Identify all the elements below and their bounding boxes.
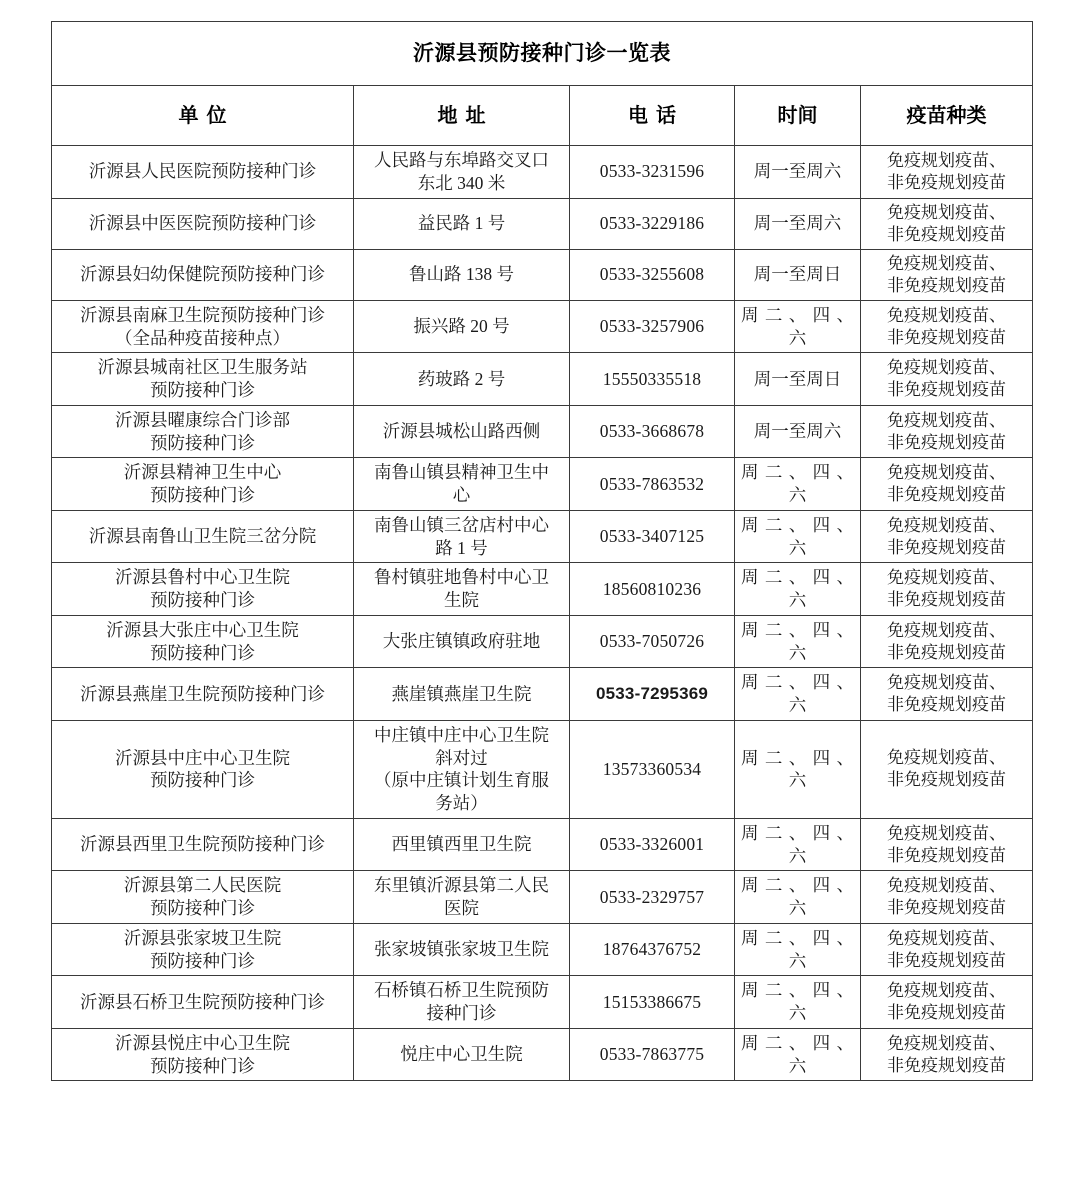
time-line-1: 周二、四、 [741, 514, 854, 535]
cell-vaccine-types [861, 871, 1033, 924]
table-row [52, 668, 1033, 721]
cell-unit [52, 249, 354, 300]
cell-vaccine-types [861, 615, 1033, 668]
vaccine-line: 非免疫规划疫苗 [887, 590, 1007, 610]
cell-time [735, 615, 861, 668]
time-line-1: 周二、四、 [741, 822, 854, 843]
time-line-1: 周二、四、 [741, 747, 854, 768]
cell-phone: 0533-7050726 [570, 615, 735, 668]
vaccine-line: 非免疫规划疫苗 [887, 1055, 1007, 1075]
cell-unit [52, 146, 354, 199]
cell-address [354, 818, 570, 871]
cell-address [354, 871, 570, 924]
cell-phone: 0533-7863532 [570, 458, 735, 511]
unit-line: 沂源县妇幼保健院预防接种门诊 [80, 264, 325, 285]
vaccine-line: 免疫规划疫苗、 [887, 410, 1007, 430]
cell-vaccine-types [861, 1028, 1033, 1081]
cell-vaccine-types [861, 976, 1033, 1029]
cell-time: 周一至周六 [735, 146, 861, 199]
time-line-2: 六 [788, 1003, 807, 1024]
address-line: 中庄镇中庄中心卫生院 [374, 724, 549, 745]
vaccine-line: 非免疫规划疫苗 [887, 327, 1007, 347]
vaccine-line: 免疫规划疫苗、 [887, 358, 1007, 378]
time-line-2: 六 [788, 845, 807, 866]
address-line: 鲁山路 138 号 [409, 264, 514, 285]
vaccine-line: 免疫规划疫苗、 [887, 928, 1007, 948]
cell-unit [52, 871, 354, 924]
time-line-1: 周二、四、 [741, 1032, 854, 1053]
vaccine-line: 免疫规划疫苗、 [887, 673, 1007, 693]
cell-time [735, 923, 861, 976]
address-line: 张家坡镇张家坡卫生院 [374, 939, 549, 960]
cell-phone: 18764376752 [570, 923, 735, 976]
cell-address [354, 198, 570, 249]
cell-unit [52, 563, 354, 616]
cell-time [735, 668, 861, 721]
address-line: 斜对过 [435, 747, 488, 768]
address-line: 鲁村镇驻地鲁村中心卫 [374, 567, 549, 588]
column-header-label: 单位 [178, 104, 235, 127]
cell-address [354, 249, 570, 300]
address-line: 大张庄镇镇政府驻地 [382, 631, 541, 652]
time-line-1: 周二、四、 [741, 304, 854, 325]
vaccine-line: 免疫规划疫苗、 [887, 876, 1007, 896]
time-value [739, 461, 856, 507]
cell-vaccine-types [861, 458, 1033, 511]
column-header-time [735, 86, 861, 146]
time-line-2: 六 [788, 1055, 807, 1076]
table-row [52, 923, 1033, 976]
vaccine-line: 免疫规划疫苗、 [887, 568, 1007, 588]
unit-line: 沂源县大张庄中心卫生院 [106, 619, 299, 640]
unit-line: 沂源县精神卫生中心 [123, 462, 282, 483]
vaccine-line: 免疫规划疫苗、 [887, 305, 1007, 325]
vaccine-line: 非免疫规划疫苗 [887, 845, 1007, 865]
cell-address [354, 923, 570, 976]
cell-address [354, 615, 570, 668]
cell-time: 周一至周六 [735, 405, 861, 458]
vaccine-line: 非免疫规划疫苗 [887, 432, 1007, 452]
time-value [739, 822, 856, 868]
vaccine-line: 免疫规划疫苗、 [887, 620, 1007, 640]
vaccine-line: 免疫规划疫苗、 [887, 150, 1007, 170]
cell-time [735, 818, 861, 871]
address-line: 石桥镇石桥卫生院预防 [374, 980, 549, 1001]
cell-unit [52, 510, 354, 563]
column-header-label: 地址 [437, 104, 494, 127]
vaccine-line: 免疫规划疫苗、 [887, 253, 1007, 273]
column-header-label: 时间 [777, 104, 818, 127]
vaccine-line: 非免疫规划疫苗 [887, 1003, 1007, 1023]
vaccine-line: 免疫规划疫苗、 [887, 981, 1007, 1001]
cell-vaccine-types [861, 249, 1033, 300]
cell-phone: 15153386675 [570, 976, 735, 1029]
cell-phone: 13573360534 [570, 720, 735, 818]
unit-line: 沂源县石桥卫生院预防接种门诊 [80, 991, 325, 1012]
cell-unit [52, 405, 354, 458]
unit-line: 沂源县南麻卫生院预防接种门诊 [80, 304, 325, 325]
address-line: （原中庄镇计划生育服 [374, 770, 549, 791]
unit-line: 沂源县西里卫生院预防接种门诊 [80, 834, 325, 855]
table-header-row [52, 86, 1033, 146]
time-line-1: 周二、四、 [741, 927, 854, 948]
vaccine-line: 非免疫规划疫苗 [887, 950, 1007, 970]
vaccine-line: 非免疫规划疫苗 [887, 275, 1007, 295]
cell-unit [52, 1028, 354, 1081]
cell-phone: 15550335518 [570, 353, 735, 406]
time-line-1: 周二、四、 [741, 672, 854, 693]
time-value [739, 874, 856, 920]
address-line: 路 1 号 [435, 537, 488, 558]
unit-line: 沂源县悦庄中心卫生院 [115, 1032, 290, 1053]
vaccine-line: 免疫规划疫苗、 [887, 823, 1007, 843]
cell-phone: 0533-3255608 [570, 249, 735, 300]
cell-time [735, 1028, 861, 1081]
cell-phone: 0533-3229186 [570, 198, 735, 249]
vaccine-line: 非免疫规划疫苗 [887, 380, 1007, 400]
unit-line: 沂源县第二人民医院 [123, 875, 282, 896]
cell-phone: 0533-7863775 [570, 1028, 735, 1081]
time-line-1: 周二、四、 [741, 619, 854, 640]
time-line-1: 周二、四、 [741, 567, 854, 588]
vaccine-line: 免疫规划疫苗、 [887, 1033, 1007, 1053]
cell-unit [52, 976, 354, 1029]
unit-line: 沂源县南鲁山卫生院三岔分院 [88, 526, 317, 547]
address-line: 益民路 1 号 [417, 213, 506, 234]
cell-address [354, 976, 570, 1029]
cell-time: 周一至周六 [735, 198, 861, 249]
vaccine-line: 免疫规划疫苗、 [887, 515, 1007, 535]
address-line: 务站） [435, 793, 488, 814]
cell-unit [52, 458, 354, 511]
cell-phone: 18560810236 [570, 563, 735, 616]
address-line: 生院 [444, 590, 479, 611]
time-value [739, 927, 856, 973]
time-value [739, 979, 856, 1025]
unit-line: 预防接种门诊 [150, 898, 255, 919]
cell-time [735, 720, 861, 818]
time-value [739, 1032, 856, 1078]
cell-phone: 0533-3326001 [570, 818, 735, 871]
address-line: 东北 340 米 [417, 172, 506, 193]
time-line-2: 六 [788, 485, 807, 506]
table-title-row [52, 22, 1033, 86]
unit-line: 预防接种门诊 [150, 590, 255, 611]
cell-unit [52, 923, 354, 976]
address-line: 接种门诊 [426, 1003, 497, 1024]
time-line-2: 六 [788, 898, 807, 919]
cell-phone: 0533-3231596 [570, 146, 735, 199]
column-header-label: 电话 [628, 104, 684, 127]
address-line: 人民路与东埠路交叉口 [374, 150, 549, 170]
table-row [52, 249, 1033, 300]
unit-line: 沂源县鲁村中心卫生院 [115, 567, 290, 588]
table-row [52, 300, 1033, 353]
cell-time [735, 300, 861, 353]
address-line: 心 [452, 485, 471, 506]
cell-vaccine-types [861, 146, 1033, 199]
table-row [52, 353, 1033, 406]
unit-line: 沂源县燕崖卫生院预防接种门诊 [80, 683, 325, 704]
vaccination-clinic-table [51, 21, 1033, 1081]
cell-vaccine-types [861, 818, 1033, 871]
address-line: 燕崖镇燕崖卫生院 [391, 683, 532, 704]
time-line-2: 六 [788, 642, 807, 663]
cell-unit [52, 300, 354, 353]
vaccine-line: 非免疫规划疫苗 [887, 485, 1007, 505]
vaccine-line: 非免疫规划疫苗 [887, 898, 1007, 918]
table-row [52, 563, 1033, 616]
unit-line: 预防接种门诊 [150, 770, 255, 791]
document-title: 沂源县预防接种门诊一览表 [52, 22, 1033, 86]
table-row [52, 615, 1033, 668]
cell-vaccine-types [861, 668, 1033, 721]
time-value [739, 304, 856, 350]
time-line-2: 六 [788, 770, 807, 791]
cell-unit [52, 818, 354, 871]
vaccine-line: 非免疫规划疫苗 [887, 695, 1007, 715]
vaccine-line: 非免疫规划疫苗 [887, 224, 1007, 244]
cell-time [735, 976, 861, 1029]
address-line: 药玻路 2 号 [417, 368, 506, 389]
time-line-1: 周二、四、 [741, 875, 854, 896]
address-line: 西里镇西里卫生院 [391, 834, 532, 855]
table-row [52, 198, 1033, 249]
time-line-2: 六 [788, 590, 807, 611]
cell-vaccine-types [861, 923, 1033, 976]
time-value [739, 619, 856, 665]
unit-line: 沂源县人民医院预防接种门诊 [88, 161, 317, 182]
cell-address [354, 405, 570, 458]
vaccine-line: 免疫规划疫苗、 [887, 463, 1007, 483]
cell-phone: 0533-3407125 [570, 510, 735, 563]
cell-address [354, 1028, 570, 1081]
unit-line: 预防接种门诊 [150, 950, 255, 971]
cell-address [354, 300, 570, 353]
time-value [739, 671, 856, 717]
cell-unit [52, 720, 354, 818]
column-header-addr [354, 86, 570, 146]
address-line: 南鲁山镇县精神卫生中 [374, 462, 549, 483]
vaccine-line: 非免疫规划疫苗 [887, 642, 1007, 662]
unit-line: 沂源县城南社区卫生服务站 [97, 357, 308, 378]
cell-time [735, 458, 861, 511]
cell-address [354, 563, 570, 616]
cell-vaccine-types [861, 405, 1033, 458]
address-line: 医院 [444, 898, 479, 919]
time-value [739, 747, 856, 793]
table-row [52, 720, 1033, 818]
column-header-vax [861, 86, 1033, 146]
column-header-label: 疫苗种类 [906, 104, 987, 127]
table-row [52, 1028, 1033, 1081]
cell-vaccine-types [861, 720, 1033, 818]
cell-address [354, 353, 570, 406]
table-row [52, 510, 1033, 563]
unit-line: 沂源县曜康综合门诊部 [115, 409, 290, 430]
time-value [739, 514, 856, 560]
address-line: 悦庄中心卫生院 [400, 1044, 523, 1065]
vaccine-line: 免疫规划疫苗、 [887, 748, 1007, 768]
cell-vaccine-types [861, 198, 1033, 249]
cell-time [735, 510, 861, 563]
cell-vaccine-types [861, 563, 1033, 616]
time-line-2: 六 [788, 327, 807, 348]
table-row [52, 818, 1033, 871]
unit-line: 沂源县张家坡卫生院 [123, 927, 282, 948]
cell-phone: 0533-3668678 [570, 405, 735, 458]
column-header-phone [570, 86, 735, 146]
table-row [52, 146, 1033, 199]
cell-phone: 0533-2329757 [570, 871, 735, 924]
cell-address [354, 720, 570, 818]
cell-vaccine-types [861, 300, 1033, 353]
unit-line: 预防接种门诊 [150, 485, 255, 506]
cell-time: 周一至周日 [735, 249, 861, 300]
cell-phone: 0533-7295369 [570, 668, 735, 721]
address-line: 东里镇沂源县第二人民 [374, 875, 549, 896]
address-line: 振兴路 20 号 [413, 316, 510, 337]
cell-unit [52, 353, 354, 406]
cell-address [354, 510, 570, 563]
cell-address [354, 668, 570, 721]
time-line-1: 周二、四、 [741, 462, 854, 483]
time-line-2: 六 [788, 950, 807, 971]
cell-unit [52, 198, 354, 249]
cell-unit [52, 615, 354, 668]
unit-line: 预防接种门诊 [150, 1055, 255, 1076]
cell-vaccine-types [861, 510, 1033, 563]
time-value [739, 566, 856, 612]
table-row [52, 458, 1033, 511]
table-row [52, 976, 1033, 1029]
cell-address [354, 146, 570, 199]
time-line-2: 六 [788, 537, 807, 558]
vaccine-line: 免疫规划疫苗、 [887, 202, 1007, 222]
unit-line: 沂源县中庄中心卫生院 [115, 747, 290, 768]
unit-line: 预防接种门诊 [150, 432, 255, 453]
vaccine-line: 非免疫规划疫苗 [887, 770, 1007, 790]
cell-address [354, 458, 570, 511]
address-line: 沂源县城松山路西侧 [382, 421, 541, 442]
address-line: 南鲁山镇三岔店村中心 [374, 514, 549, 535]
vaccine-line: 非免疫规划疫苗 [887, 537, 1007, 557]
vaccine-line: 非免疫规划疫苗 [887, 172, 1007, 192]
table-row [52, 405, 1033, 458]
column-header-unit [52, 86, 354, 146]
time-line-2: 六 [788, 695, 807, 716]
unit-line: 沂源县中医医院预防接种门诊 [88, 213, 317, 234]
cell-time [735, 563, 861, 616]
unit-line: 预防接种门诊 [150, 380, 255, 401]
unit-line: 预防接种门诊 [150, 642, 255, 663]
cell-time: 周一至周日 [735, 353, 861, 406]
table-body [52, 22, 1033, 1081]
table-row [52, 871, 1033, 924]
cell-phone: 0533-3257906 [570, 300, 735, 353]
unit-line: （全品种疫苗接种点） [115, 327, 290, 348]
cell-time [735, 871, 861, 924]
cell-unit [52, 668, 354, 721]
time-line-1: 周二、四、 [741, 980, 854, 1001]
cell-vaccine-types [861, 353, 1033, 406]
